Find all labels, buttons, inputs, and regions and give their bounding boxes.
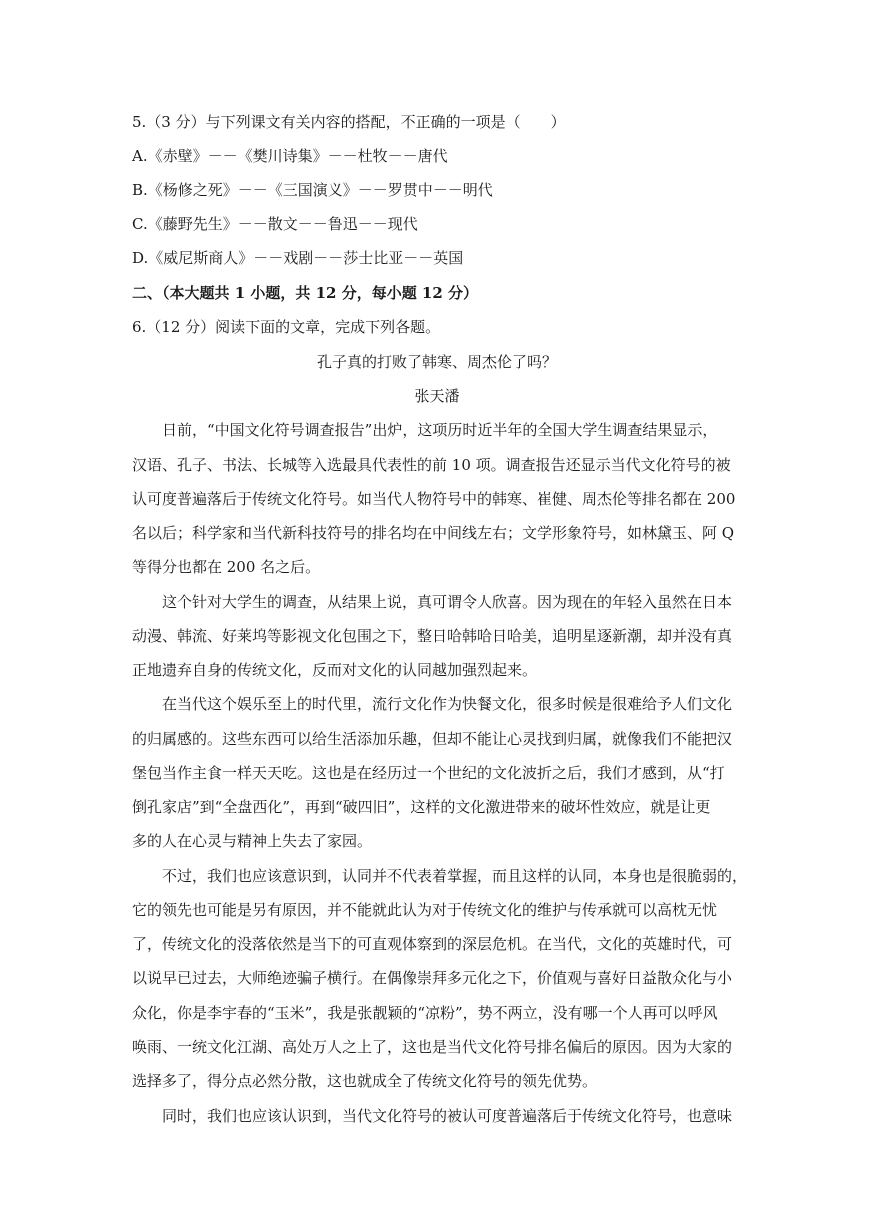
- article-line: 堡包当作主食一样天天吃。这也是在经历过一个世纪的文化波折之后，我们才感到，从“打: [132, 764, 725, 782]
- article-line: 倒孔家店”到“全盘西化”，再到“破四旧”，这样的文化激进带来的破坏性效应，就是让更: [132, 798, 711, 816]
- article-line: 在当代这个娱乐至上的时代里，流行文化作为快餐文化，很多时候是很难给予人们文化: [162, 695, 733, 713]
- question-5-option-b: B.《杨修之死》－－《三国演义》－－罗贯中－－明代: [132, 181, 493, 199]
- article-line: 以说早已过去，大师绝迹骗子横行。在偶像崇拜多元化之下，价值观与喜好日益散众化与小: [132, 969, 733, 987]
- article-line: 多的人在心灵与精神上失去了家园。: [132, 832, 373, 850]
- article-line: 日前，“中国文化符号调查报告”出炉，这项历时近半年的全国大学生调查结果显示，: [162, 421, 718, 439]
- article-line: 同时，我们也应该认识到，当代文化符号的被认可度普遍落后于传统文化符号，也意味: [162, 1107, 733, 1125]
- article-line: 唤雨、一统文化江湖、高处万人之上了，这也是当代文化符号排名偏后的原因。因为大家的: [132, 1038, 733, 1056]
- article-line: 不过，我们也应该意识到，认同并不代表着掌握，而且这样的认同，本身也是很脆弱的，: [162, 867, 748, 885]
- article-line: 名以后；科学家和当代新科技符号的排名均在中间线左右；文学形象符号，如林黛玉、阿 Q: [132, 524, 735, 542]
- article-line: 它的领先也可能是另有原因，并不能就此认为对于传统文化的维护与传承就可以高枕无忧: [132, 901, 718, 919]
- question-5-option-c: C.《藤野先生》－－散文－－鲁迅－－现代: [132, 215, 418, 233]
- question-6-stem: 6.（12 分）阅读下面的文章，完成下列各题。: [132, 318, 441, 336]
- question-5-stem: 5.（3 分）与下列课文有关内容的搭配，不正确的一项是（ ）: [132, 113, 566, 131]
- question-5-option-a: A.《赤壁》－－《樊川诗集》－－杜牧－－唐代: [132, 147, 448, 165]
- article-line: 这个针对大学生的调查，从结果上说，真可谓令人欣喜。因为现在的年轻入虽然在日本: [162, 593, 733, 611]
- question-5-option-d: D.《威尼斯商人》－－戏剧－－莎士比亚－－英国: [132, 249, 464, 267]
- article-line: 的归属感的。这些东西可以给生活添加乐趣，但却不能让心灵找到归属，就像我们不能把汉: [132, 730, 733, 748]
- article-title: 孔子真的打败了韩寒、周杰伦了吗？: [316, 353, 557, 371]
- article-line: 正地遗弃自身的传统文化，反而对文化的认同越加强烈起来。: [132, 661, 538, 679]
- article-line: 了，传统文化的没落依然是当下的可直观体察到的深层危机。在当代，文化的英雄时代，可: [132, 935, 733, 953]
- article-line: 认可度普遍落后于传统文化符号。如当代人物符号中的韩寒、崔健、周杰伦等排名都在 200: [132, 490, 736, 508]
- section-2-heading: 二、（本大题共 1 小题，共 12 分，每小题 12 分）: [132, 284, 479, 302]
- article-line: 选择多了，得分点必然分散，这也就成全了传统文化符号的领先优势。: [132, 1072, 598, 1090]
- article-line: 众化，你是李宇春的“玉米”，我是张靓颖的“凉粉”，势不两立，没有哪一个人再可以呼风: [132, 1004, 718, 1022]
- article-line: 动漫、韩流、好莱坞等影视文化包围之下，整日哈韩哈日哈美，追明星逐新潮，却并没有真: [132, 627, 733, 645]
- article-line: 汉语、孔子、书法、长城等入选最具代表性的前 10 项。调查报告还显示当代文化符号的被: [132, 456, 731, 474]
- article-author: 张天潘: [414, 387, 460, 405]
- article-line: 等得分也都在 200 名之后。: [132, 558, 321, 576]
